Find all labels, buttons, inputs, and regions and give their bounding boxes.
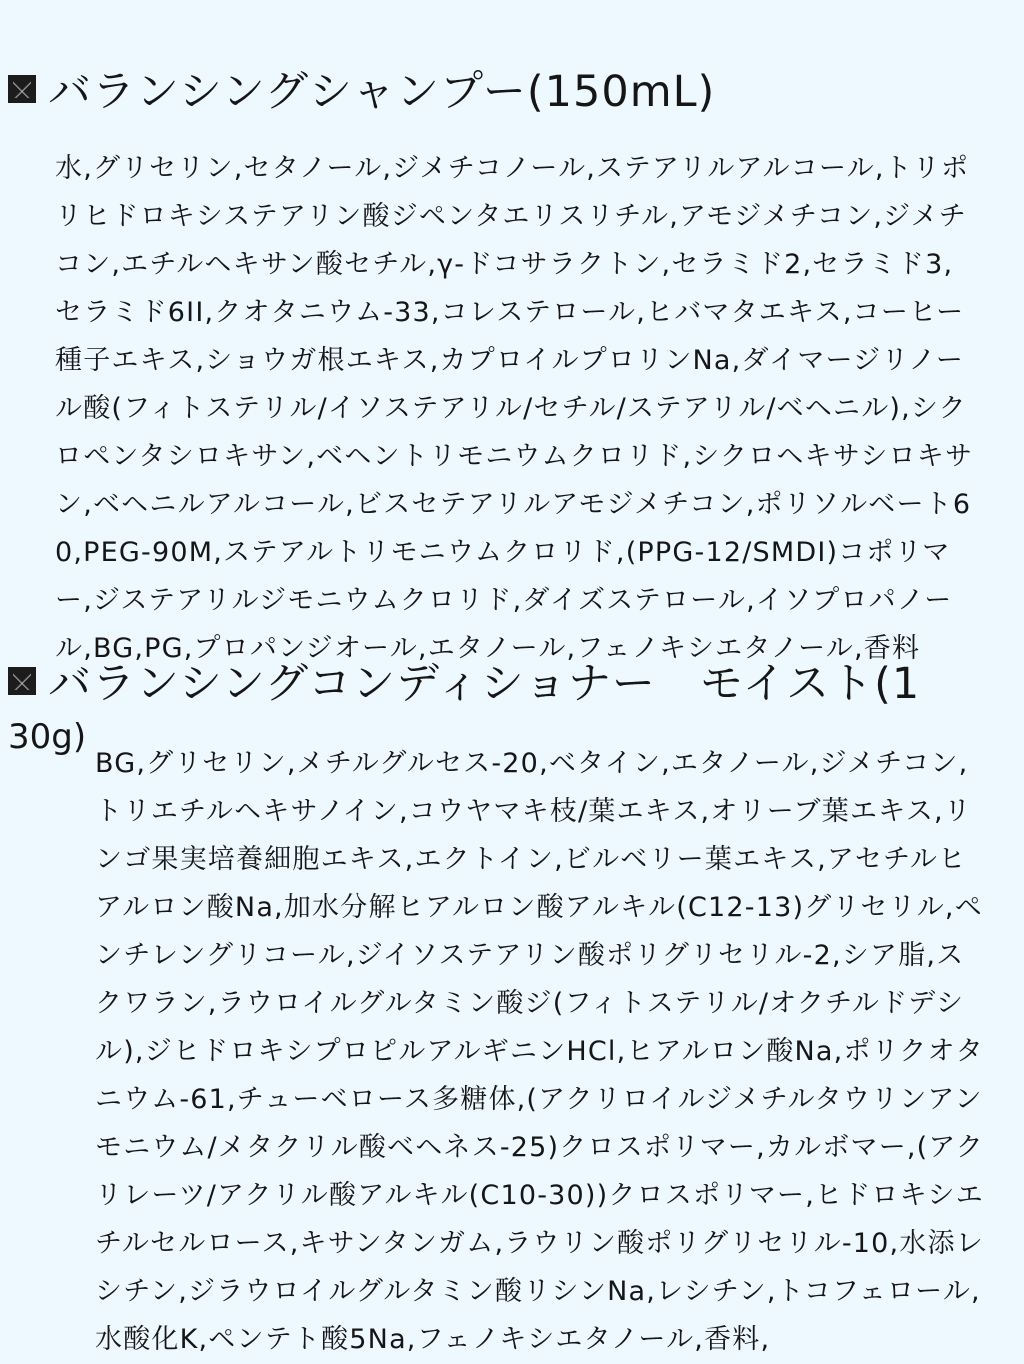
- stamp-icon: [8, 667, 36, 695]
- shampoo-title: バランシングシャンプー(150mL): [48, 67, 716, 117]
- conditioner-ingredients: BG,グリセリン,メチルグルセス-20,ベタイン,エタノール,ジメチコン,トリエチルヘキサノイン,コウヤマキ枝/葉エキス,オリーブ葉エキス,リンゴ果実培養細胞エキス,エクトイン,ビルベリー葉エキス,アセチルヒアルロン酸Na,加水分解ヒアルロン酸アルキル(C12-13)グリセリル,ペンチレングリコール,ジイソステアリン酸ポリグリセリル-2,シア脂,スクワラン,ラウロイルグルタミン酸ジ(フィトステリル/オクチルドデシル),ジヒドロキシプロピルアルギニンHCl,ヒアルロン酸Na,ポリクオタニウム-61,チューベロース多糖体,(アクリロイルジメチルタウリンアンモニウム/メタクリル酸ベヘネス-25)クロスポリマー,カルボマー,(アクリレーツ/アクリル酸アルキル(C10-30))クロスポリマー,ヒドロキシエチルセルロース,キサンタンガム,ラウリン酸ポリグリセリル-10,水添レシチン,ジラウロイルグルタミン酸リシンNa,レシチン,トコフェロール,水酸化K,ペンテト酸5Na,フェノキシエタノール,香料,: [95, 748, 985, 1355]
- conditioner-volume-fragment: 30g): [8, 717, 87, 757]
- conditioner-heading: [8, 650, 920, 711]
- conditioner-title: バランシングコンディショナー モイスト(1: [48, 659, 921, 709]
- stamp-icon: [8, 75, 36, 103]
- shampoo-ingredients: 水,グリセリン,セタノール,ジメチコノール,ステアリルアルコール,トリポリヒドロキシステアリン酸ジペンタエリスリチル,アモジメチコン,ジメチコン,エチルヘキサン酸セチル,γ-ドコサラクトン,セラミド2,セラミド3,セラミド6II,クオタニウム-33,コレステロール,ヒバマタエキス,コーヒー種子エキス,ショウガ根エキス,カプロイルプロリンNa,ダイマージリノール酸(フィトステリル/イソステアリル/セチル/ステアリル/ベヘニル),シクロペンタシロキサン,ベヘントリモニウムクロリド,シクロヘキサシロキサン,ベヘニルアルコール,ビスセテアリルアモジメチコン,ポリソルベート60,PEG-90M,ステアルトリモニウムクロリド,(PPG-12/SMDI)コポリマー,ジステアリルジモニウムクロリド,ダイズステロール,イソプロパノール,BG,PG,プロパンジオール,エタノール,フェノキシエタノール,香料: [55, 153, 974, 664]
- shampoo-heading: [8, 58, 715, 119]
